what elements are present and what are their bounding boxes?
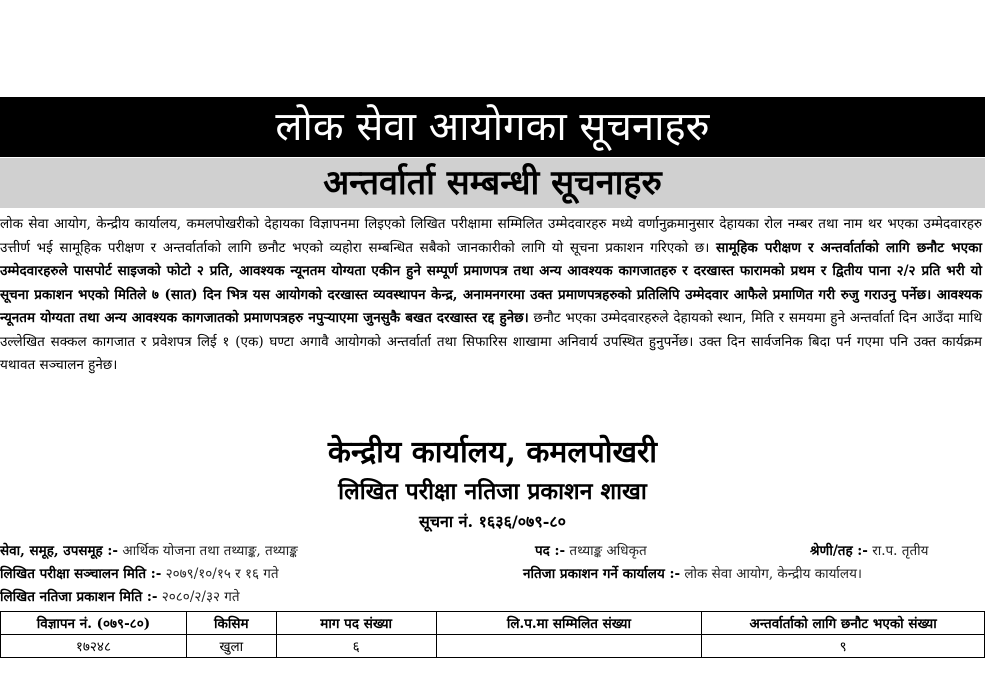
cell-type: खुला bbox=[186, 635, 276, 658]
notice-paragraph-attendance: छनौट भएका उम्मेदवारहरुले देहायको स्थान, मिति र समयमा हुने अन्तर्वार्ता दिन आउँदा माथि उल्लेखित सक्कल कागजात र प्रवेशपत्र लिई १ (एक) घण्टा अगावै आयोगको अन्तर्वार्ता तथा सिफारिस शाखामा अनिवार्य उपस्थित हुनुपर्नेछ। उक्त दिन सार्वजनिक बिदा पर्न गएमा पनि उक्त कार्यक्रम यथावत सञ्चालन हुनेछ। bbox=[0, 310, 982, 373]
meta-result-office bbox=[523, 564, 862, 584]
class-label: श्रेणी/तह :- bbox=[810, 543, 868, 559]
col-exam-participants: लि.प.मा सम्मिलित संख्या bbox=[436, 612, 702, 635]
cell-selected-for-interview: ९ bbox=[702, 635, 985, 658]
results-table bbox=[0, 611, 985, 658]
office-title: केन्द्रीय कार्यालय, कमलपोखरी bbox=[327, 435, 658, 470]
col-type: किसिम bbox=[186, 612, 276, 635]
meta-result-date bbox=[0, 587, 240, 607]
cell-exam-participants bbox=[436, 635, 702, 658]
notice-paragraph-intro: लोक सेवा आयोग, केन्द्रीय कार्यालय, कमलपोखरीको देहायका विज्ञापनमा लिइएको लिखित परीक्षामा सम्मिलित उम्मेदवारहरु मध्ये वर्णानुक्रमानुसार देहायका रोल नम्बर तथा नाम थर भएका उम्मेदवारहरु उत्तीर्ण भई सामूहिक परीक्षण र अन्तर्वार्ताको लागि छनौट भएको व्यहोरा सम्बन्धित सबैको जानकारीको लागि यो सूचना प्रकाशन गरिएको छ। bbox=[0, 216, 982, 256]
result-date-value: २०८०/२/३२ गते bbox=[161, 589, 240, 605]
meta-post bbox=[535, 541, 647, 561]
result-date-label: लिखित नतिजा प्रकाशन मिति :- bbox=[0, 589, 158, 605]
meta-service bbox=[0, 541, 298, 561]
service-value: आर्थिक योजना तथा तथ्याङ्क, तथ्याङ्क bbox=[122, 543, 298, 559]
cell-advertisement-no: १७२४८ bbox=[1, 635, 187, 658]
banner-title: लोक सेवा आयोगका सूचनाहरु bbox=[0, 97, 985, 157]
meta-class bbox=[810, 541, 928, 561]
section-title: लिखित परीक्षा नतिजा प्रकाशन शाखा bbox=[338, 478, 647, 505]
service-label: सेवा, समूह, उपसमूह :- bbox=[0, 543, 119, 559]
col-selected-for-interview: अन्तर्वार्ताको लागि छनौट भएको संख्या bbox=[702, 612, 985, 635]
notice-number: सूचना नं. १६३६/०७९-८० bbox=[419, 512, 566, 531]
class-value: रा.प. तृतीय bbox=[872, 543, 929, 559]
notice-paragraph-requirements: सामूहिक परीक्षण र अन्तर्वार्ताको लागि छनौट भएका उम्मेदवारहरुले पासपोर्ट साइजको फोटो २ प्रति, आवश्यक न्यूनतम योग्यता एकीन हुने सम्पूर्ण प्रमाणपत्र तथा अन्य आवश्यक कागजातहरु र दरखास्त फारामको प्रथम र द्वितीय पाना २/२ प्रति भरी यो सूचना प्रकाशन भएको मितिले ७ (सात) दिन भित्र यस आयोगको दरखास्त व्यवस्थापन केन्द्र, अनामनगरमा उक्त प्रमाणपत्रहरुको प्रतिलिपि उम्मेदवार आफैले प्रमाणित गरी रुजु गराउनु पर्नेछ। आवश्यक न्यूनतम योग्यता तथा अन्य आवश्यक कागजातको प्रमाणपत्रहरु नपुऱ्याएमा जुनसुकै बखत दरखास्त रद्द हुनेछ। bbox=[0, 239, 982, 326]
exam-date-label: लिखित परीक्षा सञ्चालन मिति :- bbox=[0, 566, 162, 582]
result-office-value: लोक सेवा आयोग, केन्द्रीय कार्यालय। bbox=[684, 566, 863, 582]
table-header-row bbox=[1, 612, 985, 635]
meta-exam-date bbox=[0, 564, 279, 584]
col-posts-demanded: माग पद संख्या bbox=[276, 612, 436, 635]
table-row bbox=[1, 635, 985, 658]
notice-body bbox=[0, 213, 982, 378]
col-advertisement-no: विज्ञापन नं. (०७९-८०) bbox=[1, 612, 187, 635]
post-value: तथ्याङ्क अधिकृत bbox=[569, 543, 647, 559]
post-label: पद :- bbox=[535, 543, 566, 559]
exam-date-value: २०७९/१०/१५ र १६ गते bbox=[165, 566, 279, 582]
subbanner-title: अन्तर्वार्ता सम्बन्धी सूचनाहरु bbox=[0, 158, 985, 208]
result-office-label: नतिजा प्रकाशन गर्ने कार्यालय :- bbox=[523, 566, 681, 582]
cell-posts-demanded: ६ bbox=[276, 635, 436, 658]
